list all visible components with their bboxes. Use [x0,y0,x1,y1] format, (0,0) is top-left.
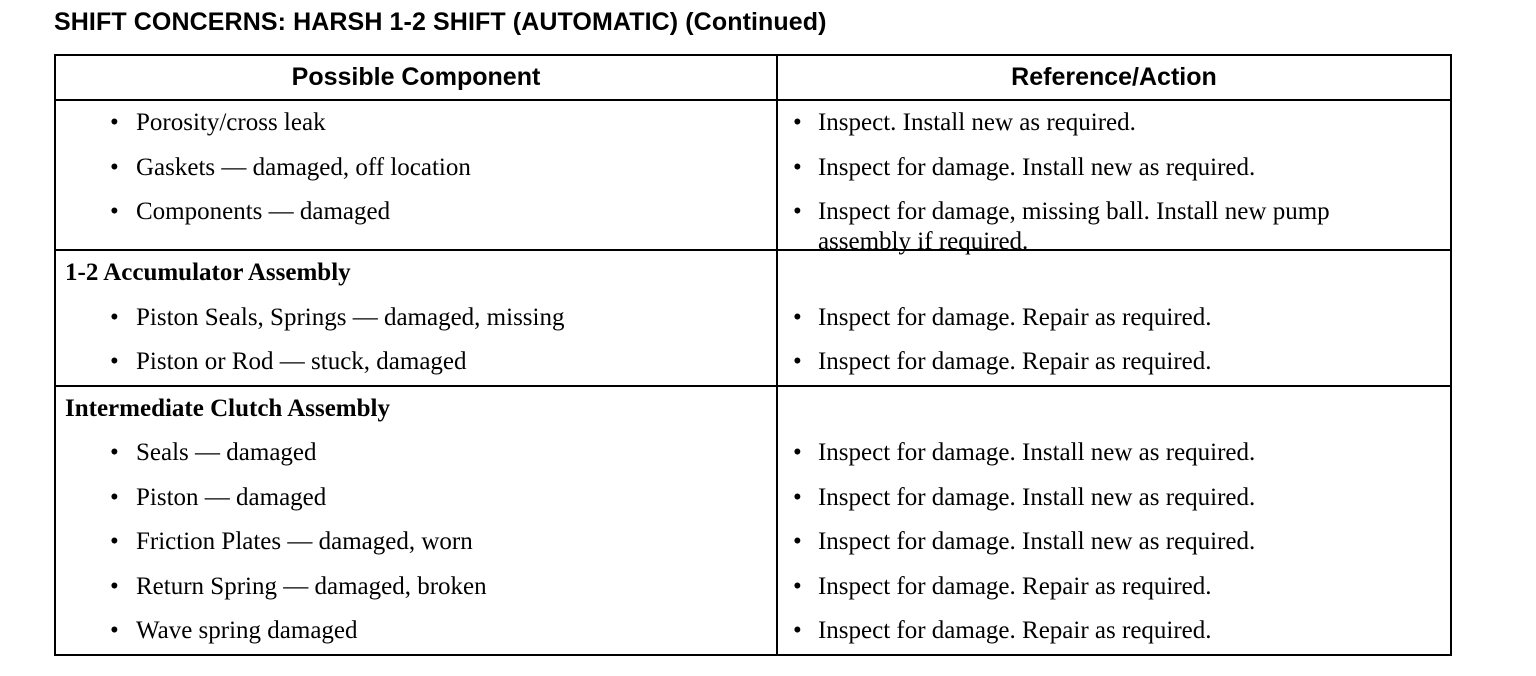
component-item: • Wave spring damaged [56,609,776,654]
component-item: • Gaskets — damaged, off location [56,146,776,191]
component-item: • Piston — damaged [56,476,776,521]
table-group-accumulator [55,250,1451,386]
header-row [55,55,1451,100]
component-item: • Return Spring — damaged, broken [56,565,776,610]
component-item: • Friction Plates — damaged, worn [56,520,776,565]
group-title: Intermediate Clutch Assembly [65,394,390,422]
action-item: • Inspect for damage, missing ball. Install new pump assembly if required. [778,190,1450,249]
component-item: • Piston Seals, Springs — damaged, missing [56,296,776,341]
action-item: • Inspect. Install new as required. [778,101,1450,146]
header-possible-component: Possible Component [55,55,777,100]
page-title: SHIFT CONCERNS: HARSH 1-2 SHIFT (AUTOMATIC) (Continued) [54,8,827,36]
shift-concerns-table [54,54,1452,656]
action-item: • Inspect for damage. Repair as required. [778,609,1450,654]
table-group-pump [55,100,1451,250]
component-cell [55,100,777,250]
action-item: • Inspect for damage. Install new as required. [778,431,1450,476]
component-cell [55,250,777,386]
header-reference-action: Reference/Action [777,55,1451,100]
action-item: • Inspect for damage. Install new as required. [778,476,1450,521]
action-spacer [778,387,1450,432]
action-item: • Inspect for damage. Repair as required. [778,565,1450,610]
action-item: • Inspect for damage. Repair as required. [778,296,1450,341]
table-group-intermediate-clutch [55,386,1451,655]
action-cell [777,386,1451,655]
action-cell [777,100,1451,255]
component-item: • Seals — damaged [56,431,776,476]
component-item: • Components — damaged [56,190,776,242]
group-title: 1-2 Accumulator Assembly [65,259,351,286]
action-spacer [778,251,1450,296]
action-item: • Inspect for damage. Install new as required. [778,520,1450,565]
action-item: • Inspect for damage. Repair as required. [778,340,1450,385]
action-item: • Inspect for damage. Install new as required. [778,146,1450,191]
component-item: • Piston or Rod — stuck, damaged [56,340,776,385]
component-cell [55,386,777,655]
component-item: • Porosity/cross leak [56,101,776,146]
action-cell [777,250,1451,386]
